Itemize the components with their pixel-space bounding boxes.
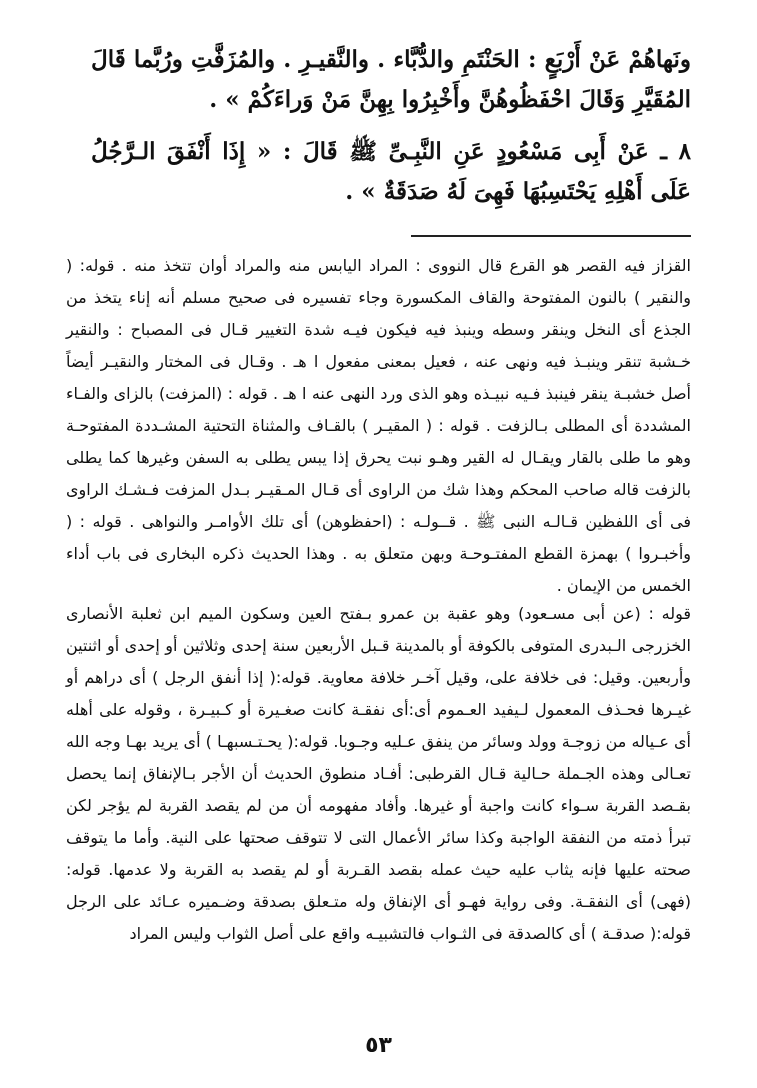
commentary-paragraph-2: قوله : (عن أبى مسـعود) وهو عقبة بن عمرو بـفتح العين وسكون الميم ابن ثعلبة الأنصارى الخزرجى الـبدرى المتوفى بالكوفة أو بالمدينة قـبل الأربعين سنة إحدى وثلاثين أو إحدى أو اثنتين وأربعين. وقيل: فى خلافة على، وقيل آخـر خلافة معاوية. قوله:( إذا أنفق الرجل ) أى دراهم أو غيـرها فحـذف المعمول لـيفيد العـموم أى:أى نفقـة كانت صغـيرة أو كـبيـرة ، وقوله على أهله أى عـياله من زوجـة وولد وسائر من ينفق عـليه وجـوبا. قوله:( يحـتـسبهـا ) أى يريد بهـا وجه الله تعـالى وهذه الجـملة حـالية قـال القرطبى: أفـاد منطوق الحديث أن الأجر بـالإنفاق إنما يحصل بقـصد القربة سـواء كانت واجبة أو غيرها. وأفاد مفهومه أن من لم يقصد القربة لم يؤجر لكن تبرأ ذمته من النفقة الواجبة وكذا سائر الأعمال التى لا تتوقف صحتها على النية. وأما ما يتوقف صحته عليها فإنه يثاب عليه حيث عمله بقصد القـربة أو لم يقصد به القربة ولا عدمها. قوله:(فهى) أى النفقـة. وفى رواية فهـو أى الإنفاق وله متـعلق بصدقة وضـميره عـائد على الرجل قوله:( صدقـة ) أى كالصدقة فى الثـواب فالتشبيـه واقع على أصل الثواب وليس المراد (66, 604, 691, 943)
commentary-paragraph-1: القزاز فيه القصر هو القرع قال النووى : المراد اليابس منه والمراد أوان تتخذ منه . قوله: ( والنقير ) بالنون المفتوحة والقاف المكسورة وجاء تفسيره فى صحيح مسلم أنه إناء يتخذ من الجذع أى النخل وينقر وسطه وينبذ فيه فيكون فيـه شدة التغيير قـال فى المصباح : والنقير خـشبة تنقر وينبـذ فيه ونهى عنه ، فعيل بمعنى مفعول ا هـ . وقـال فى المختار والنقيـر أيضاً أصل خشبـة ينقر فينبذ فـيه نبيـذه وهو الذى ورد النهى عنه ا هـ . قوله : (المزفت) بالزاى والفـاء المشددة أى المطلى بـالزفت . قوله : ( المقيـر ) بالقـاف والمثناة التحتية المشـددة المفتوحـة وهو ما طلى بالقار ويقـال له القير وهـو نبت يحرق إذا يبس يطلى به السفن وغيرها كما يطلى بالزفت قاله صاحب المحكم وهذا شك من الراوى أى قـال المـقيـر بـدل المزفت فـشـك الراوى فى أى اللفظين قـالـه النبى ﷺ . قــولـه : (احفظوهن) أى تلك الأوامـر والنواهى . قوله : ( وأخبـروا ) بهمزة القطع المفتـوحـة وبهن متعلق به . وهذا الحديث ذكره البخارى فى باب أداء الخمس من الإيمان . (66, 256, 691, 595)
hadith-7-text: ونَهاهُمْ عَنْ أَرْبَعٍ : الحَنْتَمِ والدُّبَّاء . والنَّقيـرِ . والمُزَفَّتِ ورُبَّما قَالَ المُقَيَّرِ وَقَالَ احْفَظُوهُنَّ وأَخْبِرُوا بِهِنَّ مَنْ وَراءَكُمْ » . (91, 46, 691, 113)
hadith-8-text: ٨ ـ عَنْ أَبِى مَسْعُودٍ عَنِ النَّبِـىِّ ﷺ قَالَ : « إِذَا أَنْفَقَ الـرَّجُلُ عَلَى أَهْلِهِ يَحْتَسِبُهَا فَهِىَ لَهُ صَدَقَةٌ » . (91, 138, 691, 205)
page-number: ٥٣ (365, 1033, 392, 1058)
footnote-separator (411, 235, 691, 237)
